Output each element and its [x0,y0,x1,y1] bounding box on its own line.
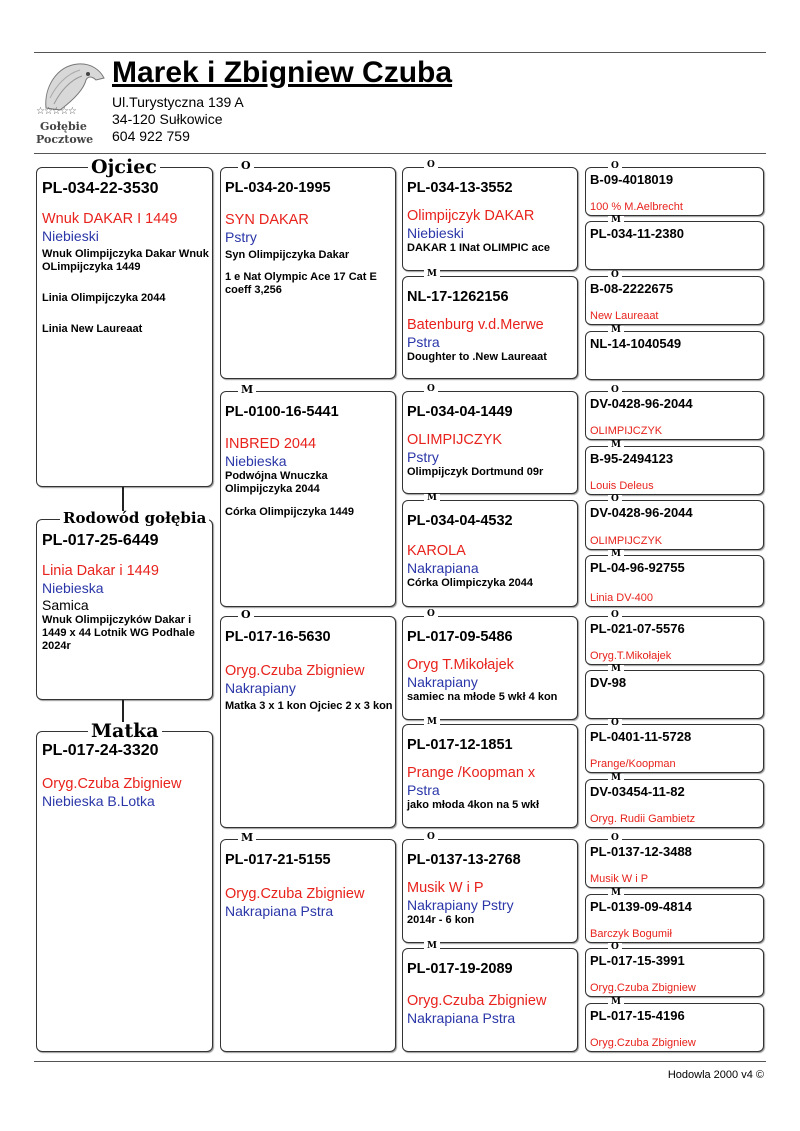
g3-2-color: Pstry [407,449,439,465]
father-note-2: Linia Olimpijczyka 2044 [42,292,166,304]
g4-1-label: M [608,216,624,225]
subject-note: Wnuk Olimpijczyków Dakar i 1449 x 44 Lotnik WG Podhale 2024r [42,614,195,652]
g3-1-note: Doughter to .New Laureaat [407,351,547,363]
g4-15-ring: PL-017-15-4196 [590,1008,685,1023]
g4-11-name: Oryg. Rudii Gambietz [590,813,696,825]
fm-card [220,391,396,607]
g3-5-name: Prange /Koopman x [407,765,536,781]
g3-card-6 [402,839,578,943]
g4-8-ring: PL-021-07-5576 [590,621,685,636]
header-divider [34,153,766,154]
g3-card-3 [402,500,578,607]
g3-0-color: Niebieski [407,225,464,241]
g4-5-name: Louis Deleus [590,480,654,492]
g4-10-label: O [608,719,622,728]
mother-card [36,731,213,1052]
g4-11-label: M [608,774,624,783]
fm-note-1: Podwójna Wnuczka Olimpijczyka 2044 [225,470,328,495]
mother-ring: PL-017-24-3320 [42,742,159,759]
ff-note-1: Syn Olimpijczyka Dakar [225,249,350,261]
g4-card-15 [585,1003,764,1052]
g3-card-2 [402,391,578,494]
g4-8-name: Oryg.T.Mikołajek [590,650,672,662]
g4-card-3 [585,331,764,380]
g3-6-ring: PL-0137-13-2768 [407,852,521,868]
g3-2-note: Olimpijczyk Dortmund 09r [407,466,544,478]
g3-6-color: Nakrapiany Pstry [407,897,514,913]
mf-note-1: Matka 3 x 1 kon Ojciec 2 x 3 kon [225,700,393,712]
g3-1-ring: NL-17-1262156 [407,289,509,305]
ff-card [220,167,396,379]
g3-7-color: Nakrapiana Pstra [407,1010,516,1026]
g4-card-1 [585,221,764,270]
g4-card-7 [585,555,764,607]
g4-5-ring: B-95-2494123 [590,451,674,466]
g4-12-ring: PL-0137-12-3488 [590,844,692,859]
g3-0-note: DAKAR 1 INat OLIMPIC ace [407,242,551,254]
g3-5-note: jako młoda 4kon na 5 wkł [407,799,540,811]
g4-12-label: O [608,834,622,843]
g4-4-name: OLIMPIJCZYK [590,425,663,437]
g4-2-label: O [608,271,622,280]
g3-3-label: M [424,494,440,503]
father-label: Ojciec [88,158,160,177]
father-ring: PL-034-22-3530 [42,180,159,197]
ff-ring: PL-034-20-1995 [225,180,331,196]
g3-6-label: O [424,833,438,842]
g3-5-label: M [424,718,440,727]
g4-3-ring: NL-14-1040549 [590,336,682,351]
g4-6-ring: DV-0428-96-2044 [590,505,693,520]
g3-3-name: KAROLA [407,543,466,559]
g3-0-ring: PL-034-13-3552 [407,180,513,196]
g4-4-ring: DV-0428-96-2044 [590,396,693,411]
g4-7-ring: PL-04-96-92755 [590,560,685,575]
g3-card-4 [402,616,578,720]
owner-address-2: 34-120 Sułkowice [112,111,223,127]
g3-2-name: OLIMPIJCZYK [407,432,503,448]
g3-1-name: Batenburg v.d.Merwe [407,317,544,333]
g4-14-name: Oryg.Czuba Zbigniew [590,982,696,994]
g4-10-ring: PL-0401-11-5728 [590,729,692,744]
owner-address-1: Ul.Turystyczna 139 A [112,94,244,110]
g3-4-label: O [424,610,438,619]
g3-4-note: samiec na młode 5 wkł 4 kon [407,691,558,703]
subject-sex: Samica [42,597,89,613]
g4-14-ring: PL-017-15-3991 [590,953,685,968]
g4-card-12 [585,839,764,888]
subject-card [36,519,213,700]
mm-card [220,839,396,1052]
pigeon-logo [36,58,108,148]
stars-row: ☆☆☆☆☆ [36,106,76,117]
father-name: Wnuk DAKAR I 1449 [42,211,178,227]
g3-2-ring: PL-034-04-1449 [407,404,513,420]
g4-1-ring: PL-034-11-2380 [590,226,684,241]
fm-note-2: Córka Olimpijczyka 1449 [225,506,355,518]
g4-10-name: Prange/Koopman [590,758,676,770]
g3-5-ring: PL-017-12-1851 [407,737,513,753]
g4-15-label: M [608,998,624,1007]
g3-4-name: Oryg T.Mikołajek [407,657,514,673]
g4-9-ring: DV-98 [590,675,627,690]
mm-ring: PL-017-21-5155 [225,852,331,868]
g4-0-name: 100 % M.Aelbrecht [590,201,683,213]
g4-card-9 [585,670,764,719]
g4-card-4 [585,391,764,440]
g3-7-ring: PL-017-19-2089 [407,961,513,977]
logo-text-1: Gołębie [40,120,87,133]
g4-card-8 [585,616,764,665]
mm-label: M [238,832,256,843]
owner-phone: 604 922 759 [112,128,190,144]
g3-6-note: 2014r - 6 kon [407,914,475,926]
g4-2-name: New Laureaat [590,310,659,322]
g3-card-1 [402,276,578,379]
g4-card-14 [585,948,764,997]
g4-card-10 [585,724,764,773]
g3-2-label: O [424,385,438,394]
mother-label: Matka [88,722,162,741]
g4-5-label: M [608,441,624,450]
footer-text: Hodowla 2000 v4 © [667,1069,764,1081]
subject-label: Rodowód gołębia [60,511,209,526]
g3-card-7 [402,948,578,1052]
g4-2-ring: B-08-2222675 [590,281,674,296]
g4-15-name: Oryg.Czuba Zbigniew [590,1037,696,1049]
fm-color: Niebieska [225,453,287,469]
mf-card [220,616,396,828]
g3-4-ring: PL-017-09-5486 [407,629,513,645]
g4-8-label: O [608,611,622,620]
ff-label: O [238,160,254,171]
top-divider [34,52,766,53]
g3-1-color: Pstra [407,334,440,350]
father-card [36,167,213,487]
g3-card-5 [402,724,578,828]
ff-color: Pstry [225,229,257,245]
mf-color: Nakrapiany [225,680,296,696]
g4-7-label: M [608,550,624,559]
g4-13-name: Barczyk Bogumił [590,928,672,940]
father-note-1: Wnuk Olimpijczyka Dakar Wnuk OLimpijczyka 1449 [42,248,209,273]
g4-14-label: O [608,943,622,952]
g3-0-name: Olimpijczyk DAKAR [407,208,535,224]
g3-6-name: Musik W i P [407,880,484,896]
g4-6-name: OLIMPIJCZYK [590,535,663,547]
mm-color: Nakrapiana Pstra [225,903,334,919]
fm-label: M [238,384,256,395]
g3-5-color: Pstra [407,782,440,798]
g3-1-label: M [424,270,440,279]
fm-ring: PL-0100-16-5441 [225,404,339,420]
g3-7-name: Oryg.Czuba Zbigniew [407,993,547,1009]
g4-6-label: O [608,495,622,504]
g4-card-13 [585,894,764,943]
owner-block [112,56,452,145]
mf-label: O [238,609,254,620]
g4-12-name: Musik W i P [590,873,649,885]
g4-card-6 [585,500,764,550]
mf-name: Oryg.Czuba Zbigniew [225,663,365,679]
mother-color: Niebieska B.Lotka [42,793,155,809]
owner-name: Marek i Zbigniew Czuba [112,56,453,89]
g4-card-2 [585,276,764,325]
father-color: Niebieski [42,228,99,244]
g4-4-label: O [608,386,622,395]
g4-11-ring: DV-03454-11-82 [590,784,685,799]
g4-13-ring: PL-0139-09-4814 [590,899,692,914]
logo-text-2: Pocztowe [36,133,94,146]
g3-7-label: M [424,942,440,951]
g4-7-name: Linia DV-400 [590,592,653,604]
g4-card-11 [585,779,764,828]
g4-card-5 [585,446,764,495]
g4-0-ring: B-09-4018019 [590,172,674,187]
subject-color: Niebieska [42,580,104,596]
g3-3-color: Nakrapiana [407,560,479,576]
g3-3-ring: PL-034-04-4532 [407,513,513,529]
g4-card-0 [585,167,764,216]
footer-divider [34,1061,766,1062]
mm-name: Oryg.Czuba Zbigniew [225,886,365,902]
subject-ring: PL-017-25-6449 [42,532,159,549]
g4-13-label: M [608,889,624,898]
g3-0-label: O [424,161,438,170]
ff-name: SYN DAKAR [225,212,309,228]
mother-name: Oryg.Czuba Zbigniew [42,776,182,792]
g4-9-label: M [608,665,624,674]
g3-card-0 [402,167,578,271]
g4-3-label: M [608,326,624,335]
g3-3-note: Córka Olimpiczyka 2044 [407,577,533,589]
g3-4-color: Nakrapiany [407,674,478,690]
fm-name: INBRED 2044 [225,436,317,452]
subject-name: Linia Dakar i 1449 [42,563,159,579]
g4-0-label: O [608,162,622,171]
father-note-3: Linia New Laureaat [42,323,143,335]
mf-ring: PL-017-16-5630 [225,629,331,645]
ff-note-2: 1 e Nat Olympic Ace 17 Cat E coeff 3,256 [225,271,377,296]
